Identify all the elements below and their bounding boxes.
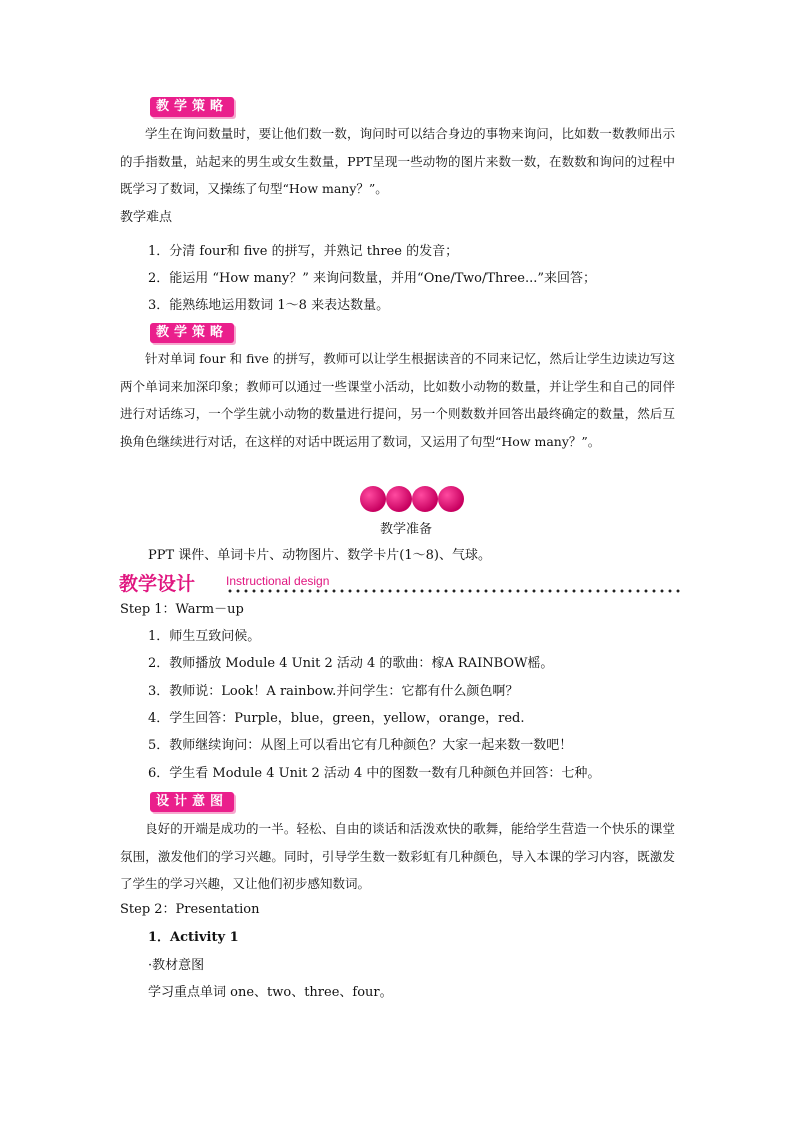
strategy-paragraph-2: 针对单词 four 和 five 的拼写，教师可以让学生根据读音的不同来记忆，然后让学生边读边写这两个单词来加深印象；教师可以通过一些课堂小活动，比如数小动物的数量，并让学生和自己的同伴进行对话练习，一个学生就小动物的数量进行提问，另一个则数数并回答出最终确定的数量，然后互换角色继续进行对话，在这样的对话中既运用了数词，又运用了句型“How many？”。 (120, 351, 675, 449)
ball-icon (386, 486, 412, 512)
step2-title: Step 2：Presentation (120, 902, 260, 917)
step1-title: Step 1：Warm－up (120, 602, 244, 617)
difficulty-item-2: 2．能运用 “How many？” 来询问数量，并用“One/Two/Three...”来回答； (148, 271, 597, 286)
ball-icon (360, 486, 386, 512)
step2-intent-text: 学习重点单词 one、two、three、four。 (148, 985, 393, 1000)
step2-activity: 1．Activity 1 (148, 930, 239, 945)
strategy-badge-2: 教学策略 (150, 323, 234, 343)
decorative-balls (360, 486, 464, 512)
step1-item-5: 5．教师继续询问：从图上可以看出它有几种颜色？大家一起来数一数吧！ (148, 738, 573, 753)
difficulty-item-3: 3．能熟练地运用数词 1～8 来表达数量。 (148, 298, 390, 313)
step2-intent-label: ·教材意图 (148, 958, 205, 973)
dotted-divider (226, 589, 682, 593)
design-heading: 教学设计 (119, 573, 196, 595)
ball-icon (412, 486, 438, 512)
ball-icon (438, 486, 464, 512)
intent-badge: 设计意图 (150, 792, 234, 812)
step1-item-6: 6．学生看 Module 4 Unit 2 活动 4 中的图数一数有几种颜色并回答：七种。 (148, 766, 601, 781)
difficulty-item-1: 1．分清 four和 five 的拼写，并熟记 three 的发音； (148, 244, 459, 259)
intent-paragraph: 良好的开端是成功的一半。轻松、自由的谈话和活泼欢快的歌舞，能给学生营造一个快乐的课堂氛围，激发他们的学习兴趣。同时，引导学生数一数彩虹有几种颜色，导入本课的学习内容，既激发了学生的学习兴趣，又让他们初步感知数词。 (120, 821, 675, 891)
preparation-title: 教学准备 (380, 522, 433, 537)
preparation-text: PPT 课件、单词卡片、动物图片、数学卡片(1～8)、气球。 (148, 548, 491, 563)
difficulty-title: 教学难点 (120, 210, 173, 225)
step1-item-4: 4．学生回答：Purple，blue，green，yellow，orange，red. (148, 711, 525, 726)
design-subheading: Instructional design (226, 574, 330, 588)
step1-item-3: 3．教师说：Look！A rainbow.并问学生：它都有什么颜色啊？ (148, 684, 519, 699)
step1-item-2: 2．教师播放 Module 4 Unit 2 活动 4 的歌曲：榢A RAINBOW榣。 (148, 656, 554, 671)
strategy-badge-1: 教学策略 (150, 97, 234, 117)
strategy-paragraph-1: 学生在询问数量时，要让他们数一数，询问时可以结合身边的事物来询问，比如数一数教师出示的手指数量，站起来的男生或女生数量，PPT呈现一些动物的图片来数一数，在数数和询问的过程中既学习了数词，又操练了句型“How many？”。 (120, 126, 675, 196)
step1-item-1: 1．师生互致问候。 (148, 629, 261, 644)
